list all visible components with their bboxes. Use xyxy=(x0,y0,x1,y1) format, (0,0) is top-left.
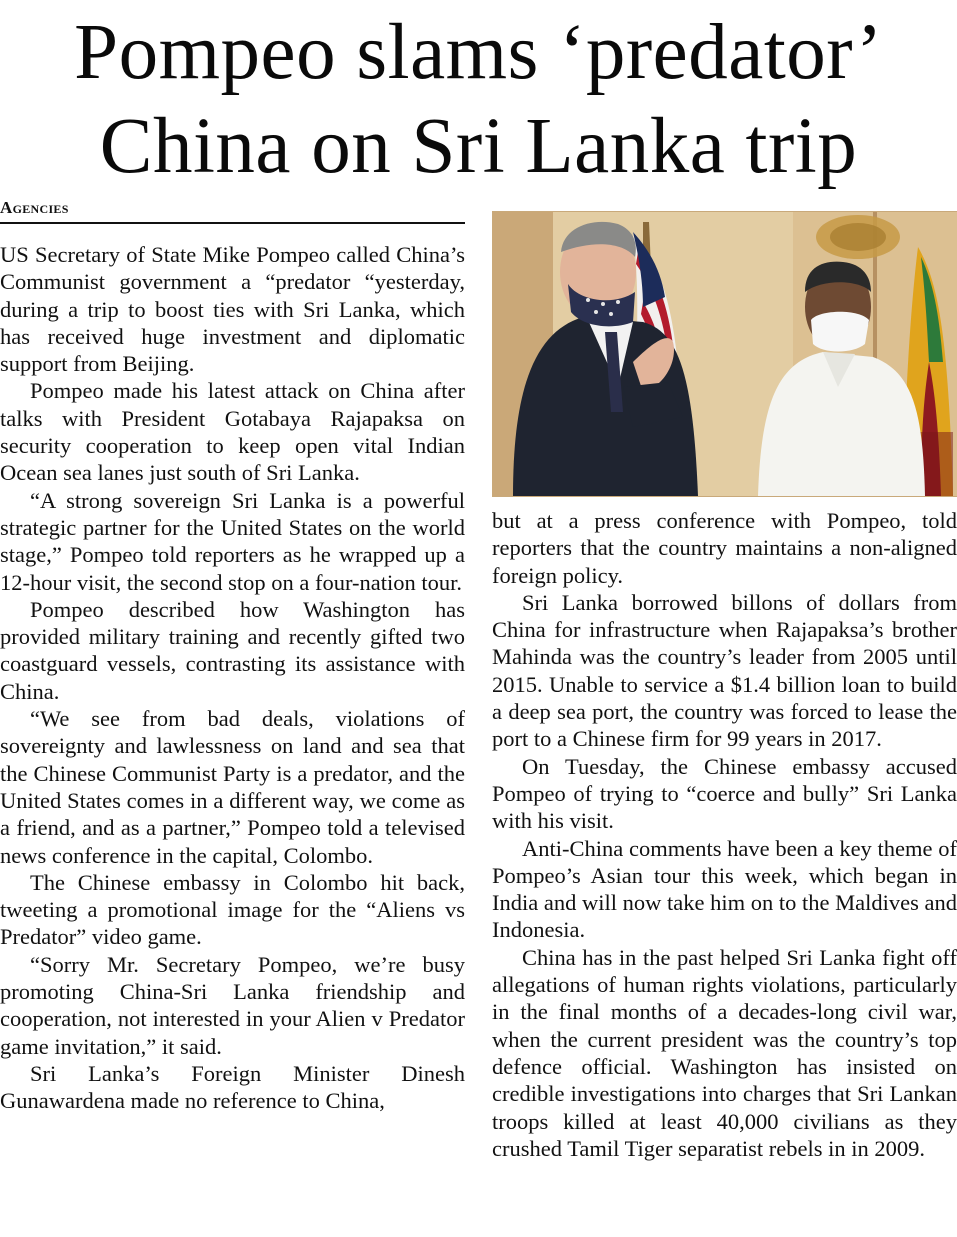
face-mask-white xyxy=(811,312,869,352)
paragraph: Anti-China comments have been a key theme of Pompeo’s Asian tour this week, which began in India and will now take him on to the Maldives and Indonesia. xyxy=(492,835,957,943)
article-column-left xyxy=(0,241,465,1115)
news-photo xyxy=(492,211,957,497)
headline-line-1: Pompeo slams ‘predator’ xyxy=(74,9,883,96)
paragraph: Pompeo described how Washington has provided military training and recently gifted two coastguard vessels, contrasting its assistance with China. xyxy=(0,596,465,704)
headline xyxy=(0,6,957,194)
paragraph: The Chinese embassy in Colombo hit back, tweeting a promotional image for the “Aliens vs Predator” video game. xyxy=(0,869,465,950)
paragraph: Sri Lanka borrowed billons of dollars from China for infrastructure when Rajapaksa’s brother Mahinda was the country’s leader from 2005 until 2015. Unable to service a $1.4 billion loan to build a deep sea port, the country was forced to lease the port to a Chinese firm for 99 years in 2017. xyxy=(492,589,957,752)
paragraph: Pompeo made his latest attack on China after talks with President Gotabaya Rajapaksa on security cooperation to keep open vital Indian Ocean sea lanes just south of Sri Lanka. xyxy=(0,378,465,486)
article-column-right xyxy=(492,507,957,1162)
paragraph: “A strong sovereign Sri Lanka is a powerful strategic partner for the United States on the world stage,” Pompeo told reporters as he wrapped up a 12-hour visit, the second stop on a four-nation tour. xyxy=(0,487,465,595)
paragraph: but at a press conference with Pompeo, told reporters that the country maintains a non-aligned foreign policy. xyxy=(492,508,957,588)
paragraph: “Sorry Mr. Secretary Pompeo, we’re busy promoting China-Sri Lanka friendship and cooperation, not interested in your Alien v Predator game invitation,” it said. xyxy=(0,951,465,1059)
paragraph: US Secretary of State Mike Pompeo called China’s Communist government a “predator “yesterday, during a trip to boost ties with Sri Lanka, which has received huge investment and diplomatic support from Beijing. xyxy=(0,242,465,377)
paragraph: China has in the past helped Sri Lanka fight off allegations of human rights violations, particularly in the final months of a decades-long civil war, when the current president was the country’s top defence official. Washington has insisted on credible investigations into charges that Sri Lankan troops killed at least 40,000 civilians as they crushed Tamil Tiger separatist rebels in in 2009. xyxy=(492,944,957,1161)
wall-emblem xyxy=(816,215,900,259)
headline-line-2: China on Sri Lanka trip xyxy=(99,103,858,190)
paragraph: On Tuesday, the Chinese embassy accused Pompeo of trying to “coerce and bully” Sri Lanka with his visit. xyxy=(492,753,957,834)
byline: Agencies xyxy=(0,198,465,224)
paragraph: “We see from bad deals, violations of sovereignty and lawlessness on land and sea that the Chinese Communist Party is a predator, and the United States comes in a different way, we come as a friend, and as a partner,” Pompeo told a televised news conference in the capital, Colombo. xyxy=(0,706,465,868)
paragraph: Sri Lanka’s Foreign Minister Dinesh Gunawardena made no reference to China, xyxy=(0,1060,465,1114)
